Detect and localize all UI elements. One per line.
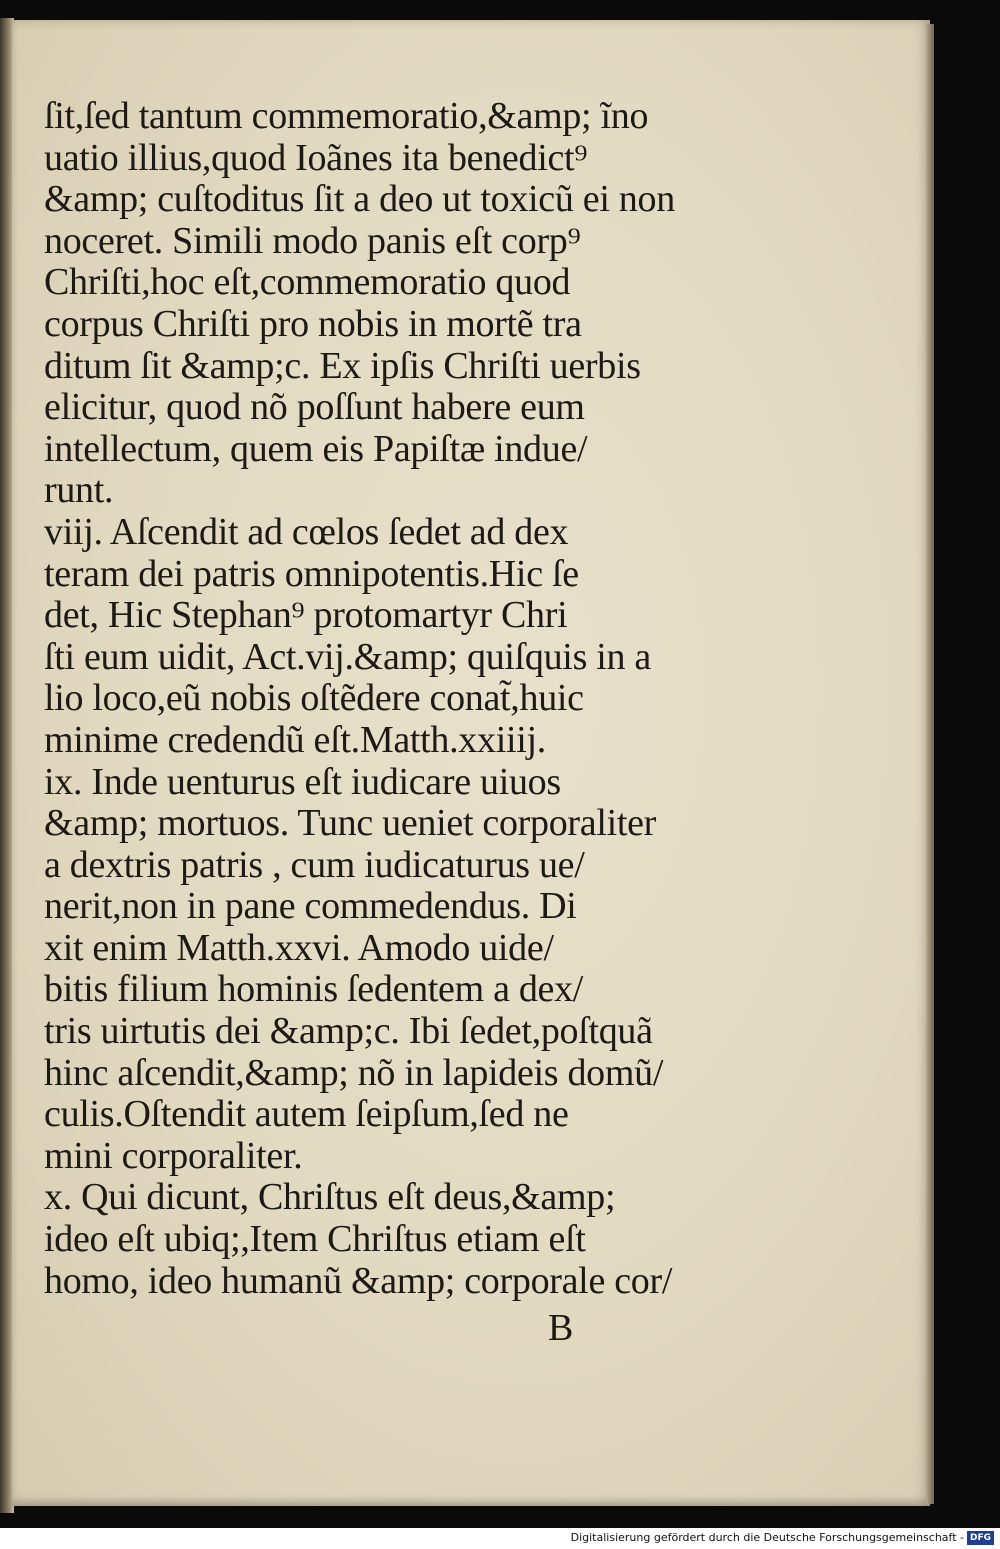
signature-mark: B <box>548 1307 574 1349</box>
text-line: hinc aſcendit,&amp; nõ in lapideis domũ/ <box>44 1051 664 1094</box>
text-line: x. Qui dicunt, Chriſtus eſt deus,&amp; <box>44 1176 616 1219</box>
text-line: runt. <box>44 469 114 512</box>
text-line: nerit,non in pane commedendus. Di <box>44 885 577 928</box>
text-line: ideo eſt ubiq;,Item Chriſtus etiam eſt <box>44 1218 586 1261</box>
text-line: bitis filium hominis ſedentem a dex/ <box>44 968 584 1011</box>
text-line: ſti eum uidit, Act.vij.&amp; quiſquis in a <box>44 635 651 678</box>
text-line: homo, ideo humanũ &amp; corporale cor/ <box>44 1259 673 1302</box>
text-line: xit enim Matth.xxvi. Amodo uide/ <box>44 926 554 969</box>
dfg-logo-icon: DFG <box>967 1531 994 1545</box>
footer-bar <box>0 1528 1000 1549</box>
text-line: &amp; mortuos. Tunc ueniet corporaliter <box>44 802 657 845</box>
text-line: ſit,ſed tantum commemoratio,&amp; ĩno <box>44 95 649 137</box>
text-line: viij. Aſcendit ad cœlos ſedet ad dex <box>44 510 569 553</box>
text-line: corpus Chriſti pro nobis in mortẽ tra <box>44 302 582 345</box>
text-line: uatio illius,quod Ioãnes ita benedict⁹ <box>44 136 588 179</box>
text-line: Chriſti,hoc eſt,commemoratio quod <box>44 261 571 304</box>
text-line: noceret. Simili modo panis eſt corp⁹ <box>44 219 581 262</box>
funding-credit: Digitalisierung gefördert durch die Deutsche Forschungsgemeinschaft - <box>570 1531 964 1544</box>
text-line: elicitur, quod nõ poſſunt habere eum <box>44 386 585 429</box>
page-text <box>44 96 704 1302</box>
text-line: mini corporaliter. <box>44 1134 303 1177</box>
text-line: teram dei patris omnipotentis.Hic ſe <box>44 552 579 595</box>
text-line: det, Hic Stephan⁹ protomartyr Chri <box>44 594 568 637</box>
text-line: minime credendũ eſt.Matth.xxiiij. <box>44 718 546 761</box>
text-line: a dextris patris , cum iudicaturus ue/ <box>44 843 585 886</box>
text-line: culis.Oſtendit autem ſeipſum,ſed ne <box>44 1093 569 1136</box>
text-line: tris uirtutis dei &amp;c. Ibi ſedet,poſtquã <box>44 1010 653 1053</box>
text-line: intellectum, quem eis Papiſtæ indue/ <box>44 427 588 470</box>
text-line: ditum ſit &amp;c. Ex ipſis Chriſti uerbis <box>44 344 641 387</box>
text-line: &amp; cuſtoditus ſit a deo ut toxicũ ei non <box>44 178 675 221</box>
text-line: lio loco,eũ nobis oſtẽdere conat̃,huic <box>44 677 584 720</box>
page-right-edge <box>926 24 934 1504</box>
text-line: ix. Inde uenturus eſt iudicare uiuos <box>44 760 561 803</box>
